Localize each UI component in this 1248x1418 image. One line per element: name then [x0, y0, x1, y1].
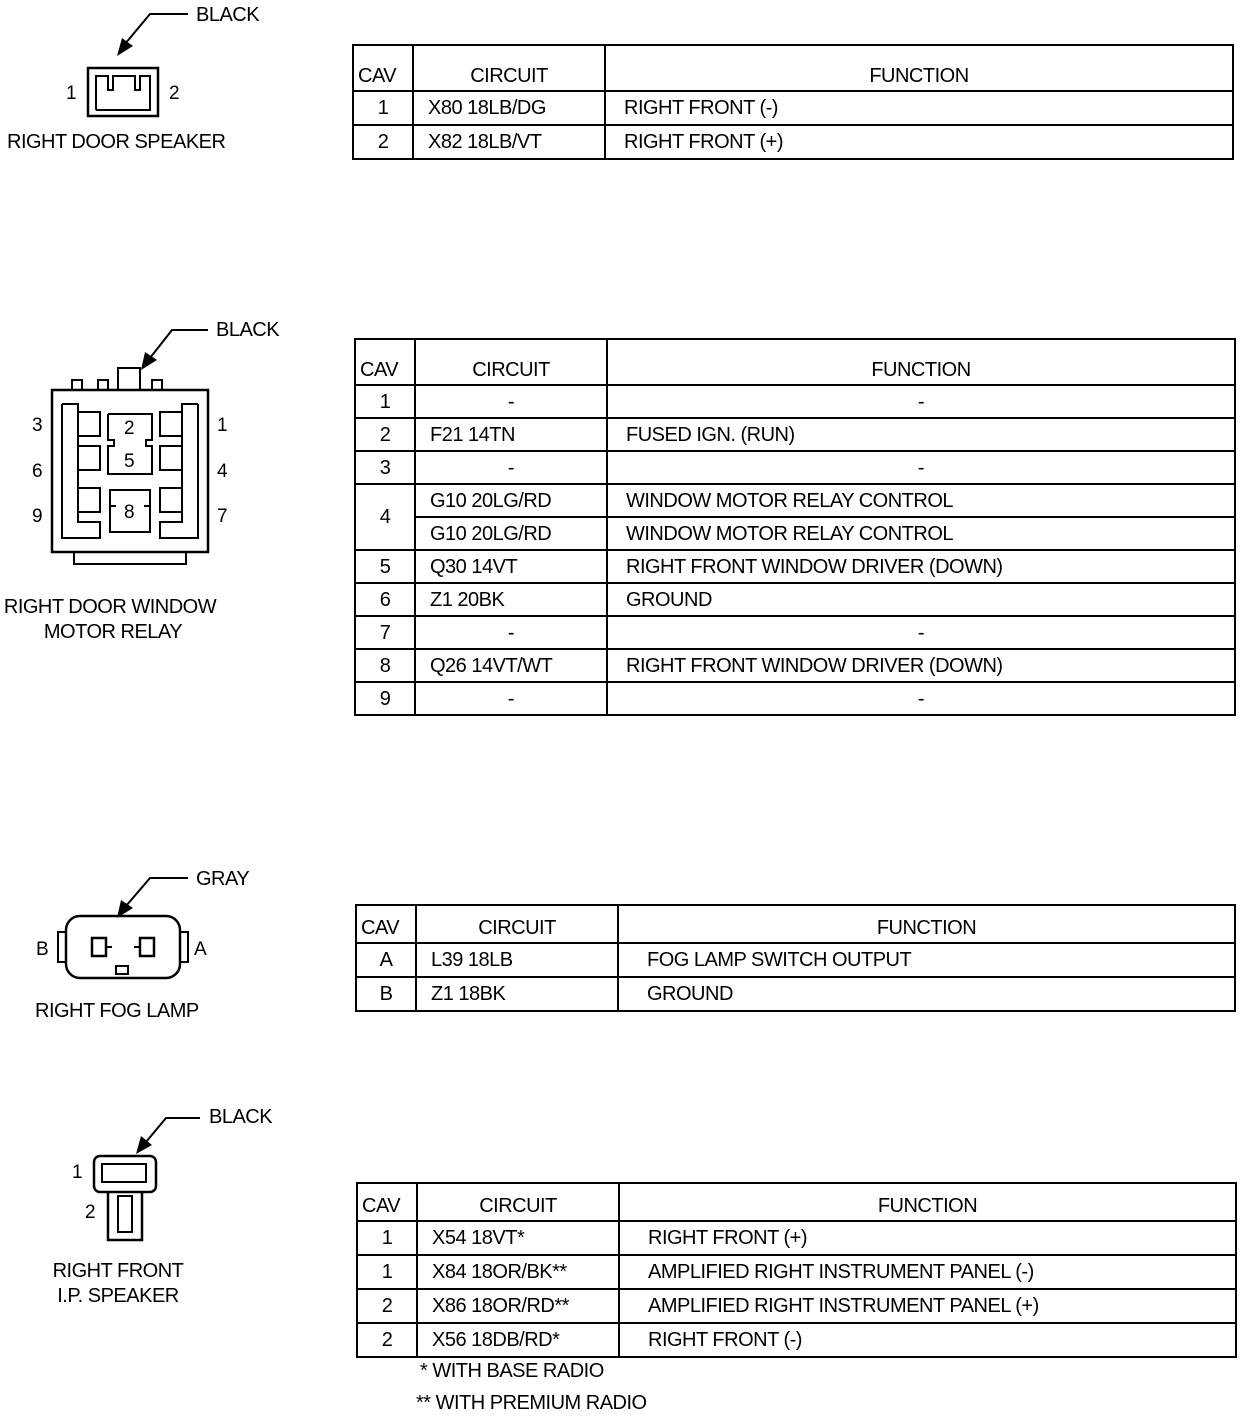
window-relay-pin-label: 1 [217, 415, 228, 436]
header-circuit: CIRCUIT [416, 905, 618, 943]
header-circuit: CIRCUIT [415, 339, 607, 385]
cav-cell: 1 [355, 385, 415, 418]
circuit-cell: X86 18OR/RD** [417, 1289, 619, 1323]
window-relay-pin-label: 4 [217, 461, 228, 482]
door-speaker-pin-2-label: 2 [169, 83, 180, 104]
circuit-cell: - [415, 385, 607, 418]
footnote-base-radio: * WITH BASE RADIO [420, 1360, 604, 1382]
circuit-cell: X84 18OR/BK** [417, 1255, 619, 1289]
cav-cell: A [356, 943, 416, 977]
fog-lamp-pin-b-label: B [36, 939, 49, 960]
table-row [357, 1289, 1236, 1323]
window-relay-pin-label: 3 [32, 415, 43, 436]
cav-cell: 2 [357, 1289, 417, 1323]
ip-speaker-color-label: BLACK [209, 1106, 273, 1128]
header-circuit: CIRCUIT [413, 45, 605, 91]
cav-cell: 5 [355, 550, 415, 583]
window-relay-color-label: BLACK [216, 319, 280, 341]
cav-cell: 3 [355, 451, 415, 484]
circuit-cell: Q26 14VT/WT [415, 649, 607, 682]
table-header-row [357, 1183, 1236, 1221]
circuit-cell: F21 14TN [415, 418, 607, 451]
window-relay-pin-label: 7 [217, 506, 228, 527]
cav-cell: 6 [355, 583, 415, 616]
window-relay-title-line1: RIGHT DOOR WINDOW [3, 596, 217, 618]
cav-cell: 4 [355, 484, 415, 550]
door-speaker-color-label: BLACK [196, 4, 260, 26]
function-cell: FUSED IGN. (RUN) [607, 418, 1235, 451]
function-cell: - [607, 682, 1235, 715]
ip-speaker-pin-table [356, 1182, 1237, 1358]
window-relay-title-line2: MOTOR RELAY [43, 621, 183, 643]
function-cell: FOG LAMP SWITCH OUTPUT [618, 943, 1235, 977]
header-circuit: CIRCUIT [417, 1183, 619, 1221]
circuit-cell: Z1 20BK [415, 583, 607, 616]
function-cell: RIGHT FRONT WINDOW DRIVER (DOWN) [607, 649, 1235, 682]
circuit-cell: X56 18DB/RD* [417, 1323, 619, 1357]
circuit-cell: X82 18LB/VT [413, 125, 605, 159]
function-cell: - [607, 616, 1235, 649]
circuit-cell: Z1 18BK [416, 977, 618, 1011]
header-cav: CAV [356, 905, 416, 943]
ip-speaker-title-line1: RIGHT FRONT [52, 1260, 184, 1282]
function-cell: GROUND [607, 583, 1235, 616]
header-function: FUNCTION [619, 1183, 1236, 1221]
table-row [357, 1221, 1236, 1255]
window-relay-pin-label: 9 [32, 506, 43, 527]
circuit-cell: - [415, 451, 607, 484]
header-cav: CAV [355, 339, 415, 385]
header-function: FUNCTION [618, 905, 1235, 943]
function-cell: - [607, 451, 1235, 484]
function-cell: RIGHT FRONT WINDOW DRIVER (DOWN) [607, 550, 1235, 583]
function-cell: RIGHT FRONT (-) [619, 1323, 1236, 1357]
table-row [357, 1255, 1236, 1289]
function-cell: RIGHT FRONT (+) [619, 1221, 1236, 1255]
cav-cell: B [356, 977, 416, 1011]
circuit-cell: X54 18VT* [417, 1221, 619, 1255]
fog-lamp-color-label: GRAY [196, 868, 250, 890]
window-relay-pin-label: 6 [32, 461, 43, 482]
function-cell: RIGHT FRONT (-) [605, 91, 1233, 125]
function-cell: WINDOW MOTOR RELAY CONTROL [607, 517, 1235, 550]
cav-cell: 2 [357, 1323, 417, 1357]
cav-cell: 8 [355, 649, 415, 682]
window-relay-pin-label: 5 [124, 451, 135, 472]
header-function: FUNCTION [605, 45, 1233, 91]
cav-cell: 2 [355, 418, 415, 451]
circuit-cell: X80 18LB/DG [413, 91, 605, 125]
circuit-cell: G10 20LG/RD [415, 517, 607, 550]
cav-cell: 7 [355, 616, 415, 649]
fog-lamp-pin-a-label: A [194, 939, 207, 960]
circuit-cell: G10 20LG/RD [415, 484, 607, 517]
header-cav: CAV [353, 45, 413, 91]
function-cell: GROUND [618, 977, 1235, 1011]
ip-speaker-pin-2-label: 2 [85, 1202, 96, 1223]
function-cell: RIGHT FRONT (+) [605, 125, 1233, 159]
cav-cell: 9 [355, 682, 415, 715]
window-relay-pin-label: 8 [124, 502, 135, 523]
door-speaker-pin-1-label: 1 [66, 83, 77, 104]
cav-cell: 1 [357, 1221, 417, 1255]
header-cav: CAV [357, 1183, 417, 1221]
circuit-cell: L39 18LB [416, 943, 618, 977]
circuit-cell: - [415, 682, 607, 715]
circuit-cell: Q30 14VT [415, 550, 607, 583]
function-cell: WINDOW MOTOR RELAY CONTROL [607, 484, 1235, 517]
circuit-cell: - [415, 616, 607, 649]
header-function: FUNCTION [607, 339, 1235, 385]
function-cell: AMPLIFIED RIGHT INSTRUMENT PANEL (+) [619, 1289, 1236, 1323]
ip-speaker-title-line2: I.P. SPEAKER [57, 1285, 179, 1307]
ip-speaker-pin-1-label: 1 [72, 1162, 83, 1183]
cav-cell: 1 [357, 1255, 417, 1289]
footnote-premium-radio: ** WITH PREMIUM RADIO [416, 1392, 647, 1414]
fog-lamp-title: RIGHT FOG LAMP [35, 1000, 199, 1022]
table-row [357, 1323, 1236, 1357]
cav-cell: 2 [353, 125, 413, 159]
function-cell: AMPLIFIED RIGHT INSTRUMENT PANEL (-) [619, 1255, 1236, 1289]
cav-cell: 1 [353, 91, 413, 125]
window-relay-pin-label: 2 [124, 418, 135, 439]
door-speaker-title: RIGHT DOOR SPEAKER [7, 131, 226, 153]
function-cell: - [607, 385, 1235, 418]
